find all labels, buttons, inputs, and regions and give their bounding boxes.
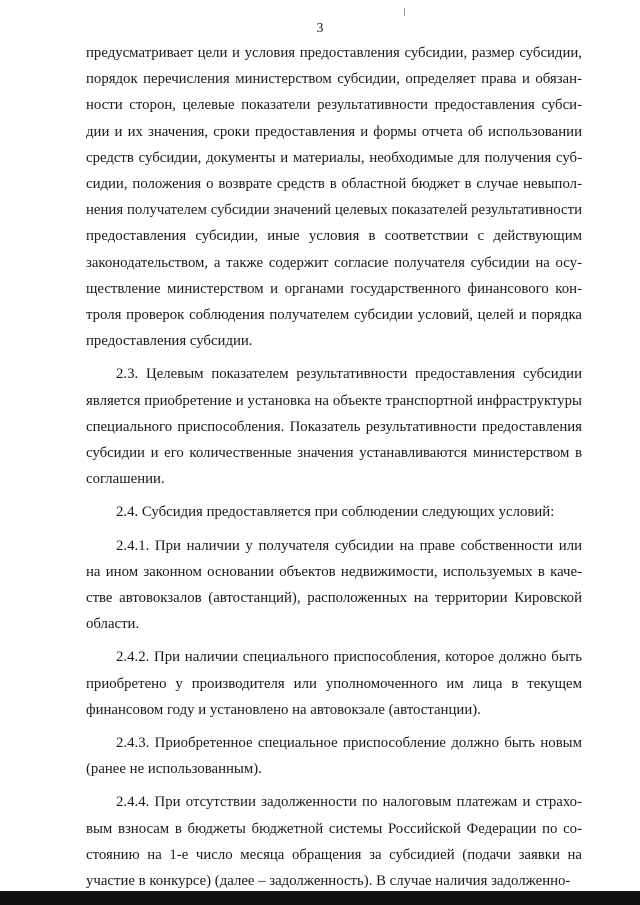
paragraph-2-4-4: 2.4.4. При отсутствии задолженности по налоговым платежам и страховым взносам в бюджеты бюджетной системы Российской Федерации по состоянию на 1-е число месяца обращения за субсидией (подачи заявки на участие в конкурсе) (далее – задолженность). В случае наличия задолженно- — [86, 794, 582, 890]
page-number: 3 — [316, 21, 324, 36]
paragraph-2-3: 2.3. Целевым показателем результативности предоставления субсидии является приобретение и установка на объекте транспортной инфраструктуры специального приспособления. Показатель результативности предоставления субсидии и его количественные значения устанавливаются министерством в соглашении. — [86, 366, 582, 488]
paragraph-2-4: 2.4. Субсидия предоставляется при соблюдении следующих условий: — [116, 504, 555, 521]
paragraph-2-4-2: 2.4.2. При наличии специального приспособления, которое должно быть приобретено у производителя или уполномоченного им лица в текущем финансовом году и установлено на автовокзале (автостанции). — [86, 649, 582, 718]
scan-mark — [404, 8, 405, 16]
scan-bottom-edge — [0, 891, 640, 905]
paragraph-2-4-3: 2.4.3. Приобретенное специальное приспособление должно быть новым (ранее не использованным). — [86, 735, 582, 778]
paragraph-continuation: предусматривает цели и условия предоставления субсидии, размер субсидии, порядок перечисления министерством субсидии, определяет права и обязанности сторон, целевые показатели результативности предоставления субсидии и их значения, сроки предоставления и формы отчета об использовании средств субсидии, документы и материалы, необходимые для получения субсидии, положения о возврате средств в областной бюджет в случае невыполнения получателем субсидии значений целевых показателей результативности предоставления субсидии, иные условия в соответствии с действующим законодательством, а также содержит согласие получателя субсидии на осуществление министерством и органами государственного финансового контроля проверок соблюдения получателем субсидии условий, целей и порядка предоставления субсидии. — [86, 45, 582, 350]
paragraph-2-4-1: 2.4.1. При наличии у получателя субсидии на праве собственности или на ином законном основании объектов недвижимости, используемых в качестве автовокзалов (автостанций), расположенных на территории Кировской области. — [86, 537, 582, 633]
document-body — [86, 40, 582, 901]
